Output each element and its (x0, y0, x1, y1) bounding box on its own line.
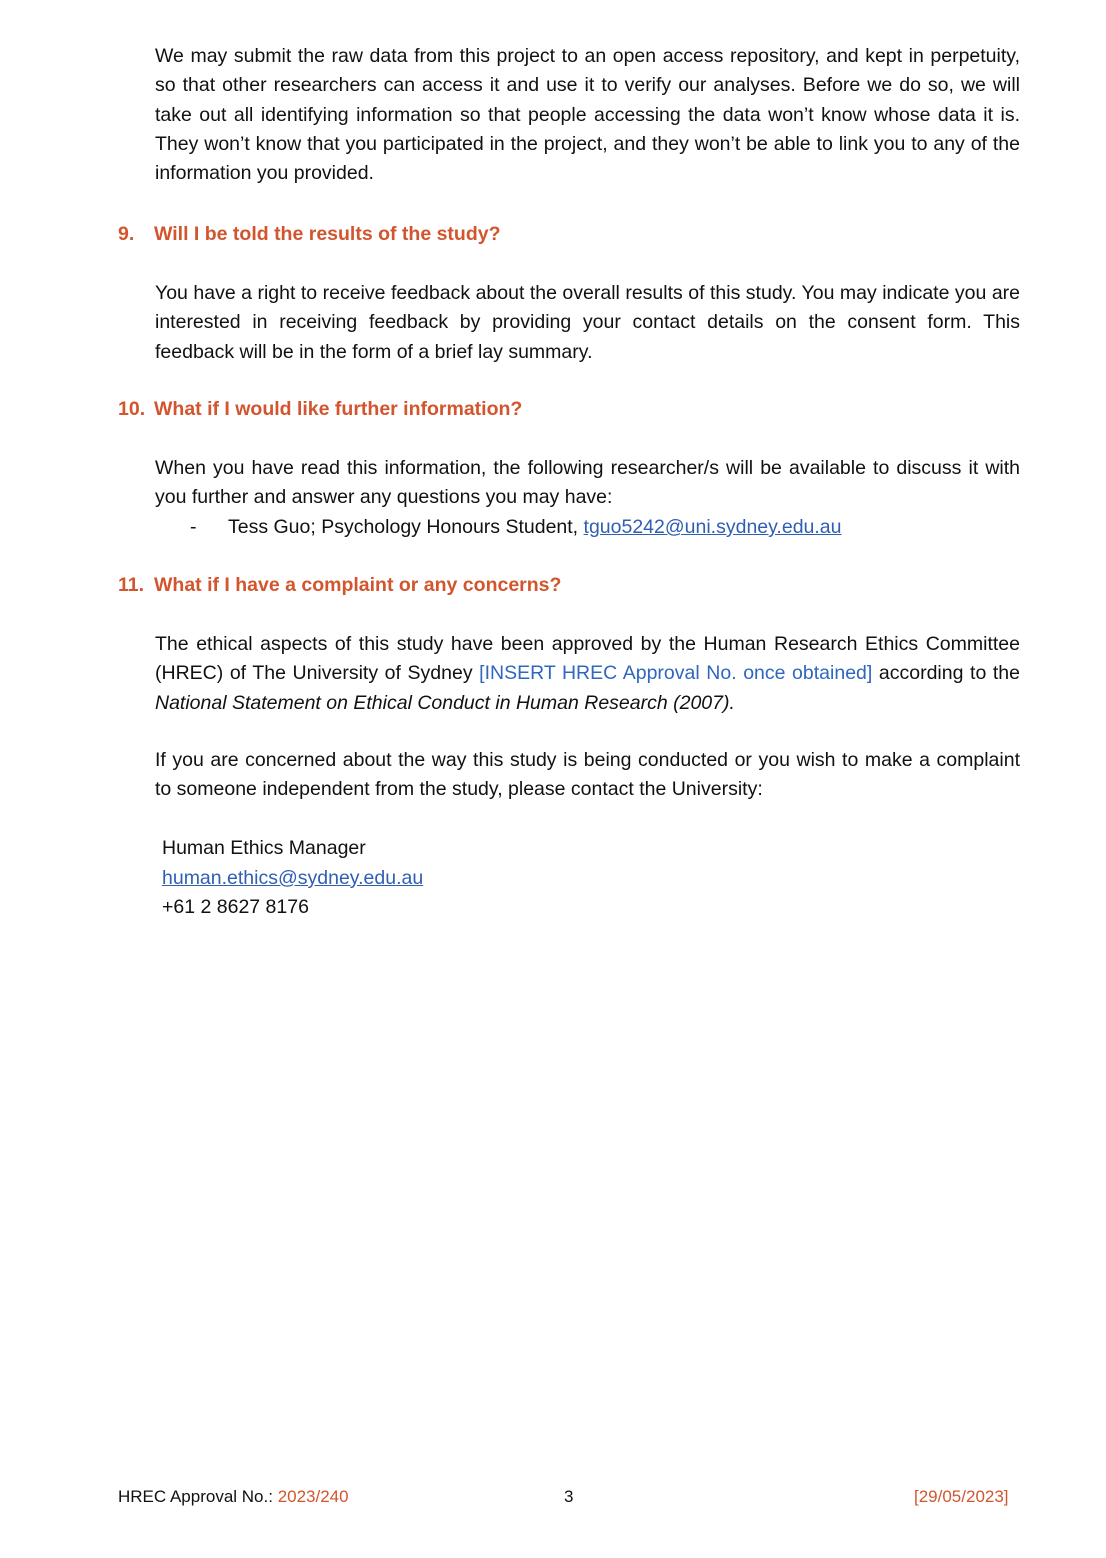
list-dash: - (190, 516, 197, 538)
section-9-heading (118, 220, 501, 249)
section-10-title: What if I would like further information? (154, 398, 523, 420)
section-9-number: 9. (118, 223, 135, 245)
section-11-number: 11. (118, 574, 145, 596)
section-11-concern-paragraph: If you are concerned about the way this study is being conducted or you wish to make a complaint to someone independent from the study, please contact the University: (155, 749, 1020, 801)
intro-paragraph: We may submit the raw data from this project to an open access repository, and kept in perpetuity, so that other researchers can access it and use it to verify our analyses. Before we do so, we will take out all identifying information so that people accessing the data won’t know whose data it is. They won’t know that you participated in the project, and they won’t be able to link you to any of the information you provided. (155, 45, 1020, 185)
section-10-heading (118, 395, 522, 424)
ethics-contact-phone: +61 2 8627 8176 (162, 896, 309, 918)
ethics-email-link[interactable]: human.ethics@sydney.edu.au (162, 867, 424, 889)
section-9-body: You have a right to receive feedback about the overall results of this study. You may indicate you are interested in receiving feedback by providing your contact details on the consent form. This feedback will be in the form of a brief lay summary. (155, 282, 1020, 363)
page-number: 3 (564, 1487, 574, 1506)
national-statement-title: National Statement on Ethical Conduct in Human Research (2007). (155, 691, 735, 714)
ethics-contact-email-row (162, 864, 423, 893)
footer-approval (118, 1486, 349, 1508)
researcher-contact-item (190, 513, 842, 542)
section-10-body: When you have read this information, the following researcher/s will be available to discuss it with you further and answer any questions you may have: (155, 457, 1020, 509)
section-10-number: 10. (118, 398, 146, 420)
footer-approval-number: 2023/240 (277, 1487, 349, 1506)
ethics-text-part1: The ethical aspects of this study have been approved by the Human Research Ethics Committee (HREC) of The University of Sydney (155, 633, 1020, 685)
section-9-title: Will I be told the results of the study? (154, 223, 501, 245)
section-11-title: What if I have a complaint or any concerns? (154, 574, 562, 596)
researcher-contact-text: Tess Guo; Psychology Honours Student, (228, 516, 584, 538)
hrec-placeholder: [INSERT HREC Approval No. once obtained] (479, 662, 873, 685)
researcher-email-link[interactable]: tguo5242@uni.sydney.edu.au (583, 516, 842, 538)
section-11-ethics-paragraph (155, 630, 1020, 718)
ethics-text-part2: according to the (872, 662, 1020, 685)
section-11-heading (118, 571, 561, 600)
footer-date: [29/05/2023] (914, 1487, 1009, 1506)
ethics-contact-role: Human Ethics Manager (162, 837, 366, 859)
footer-approval-label: HREC Approval No.: (118, 1487, 278, 1506)
